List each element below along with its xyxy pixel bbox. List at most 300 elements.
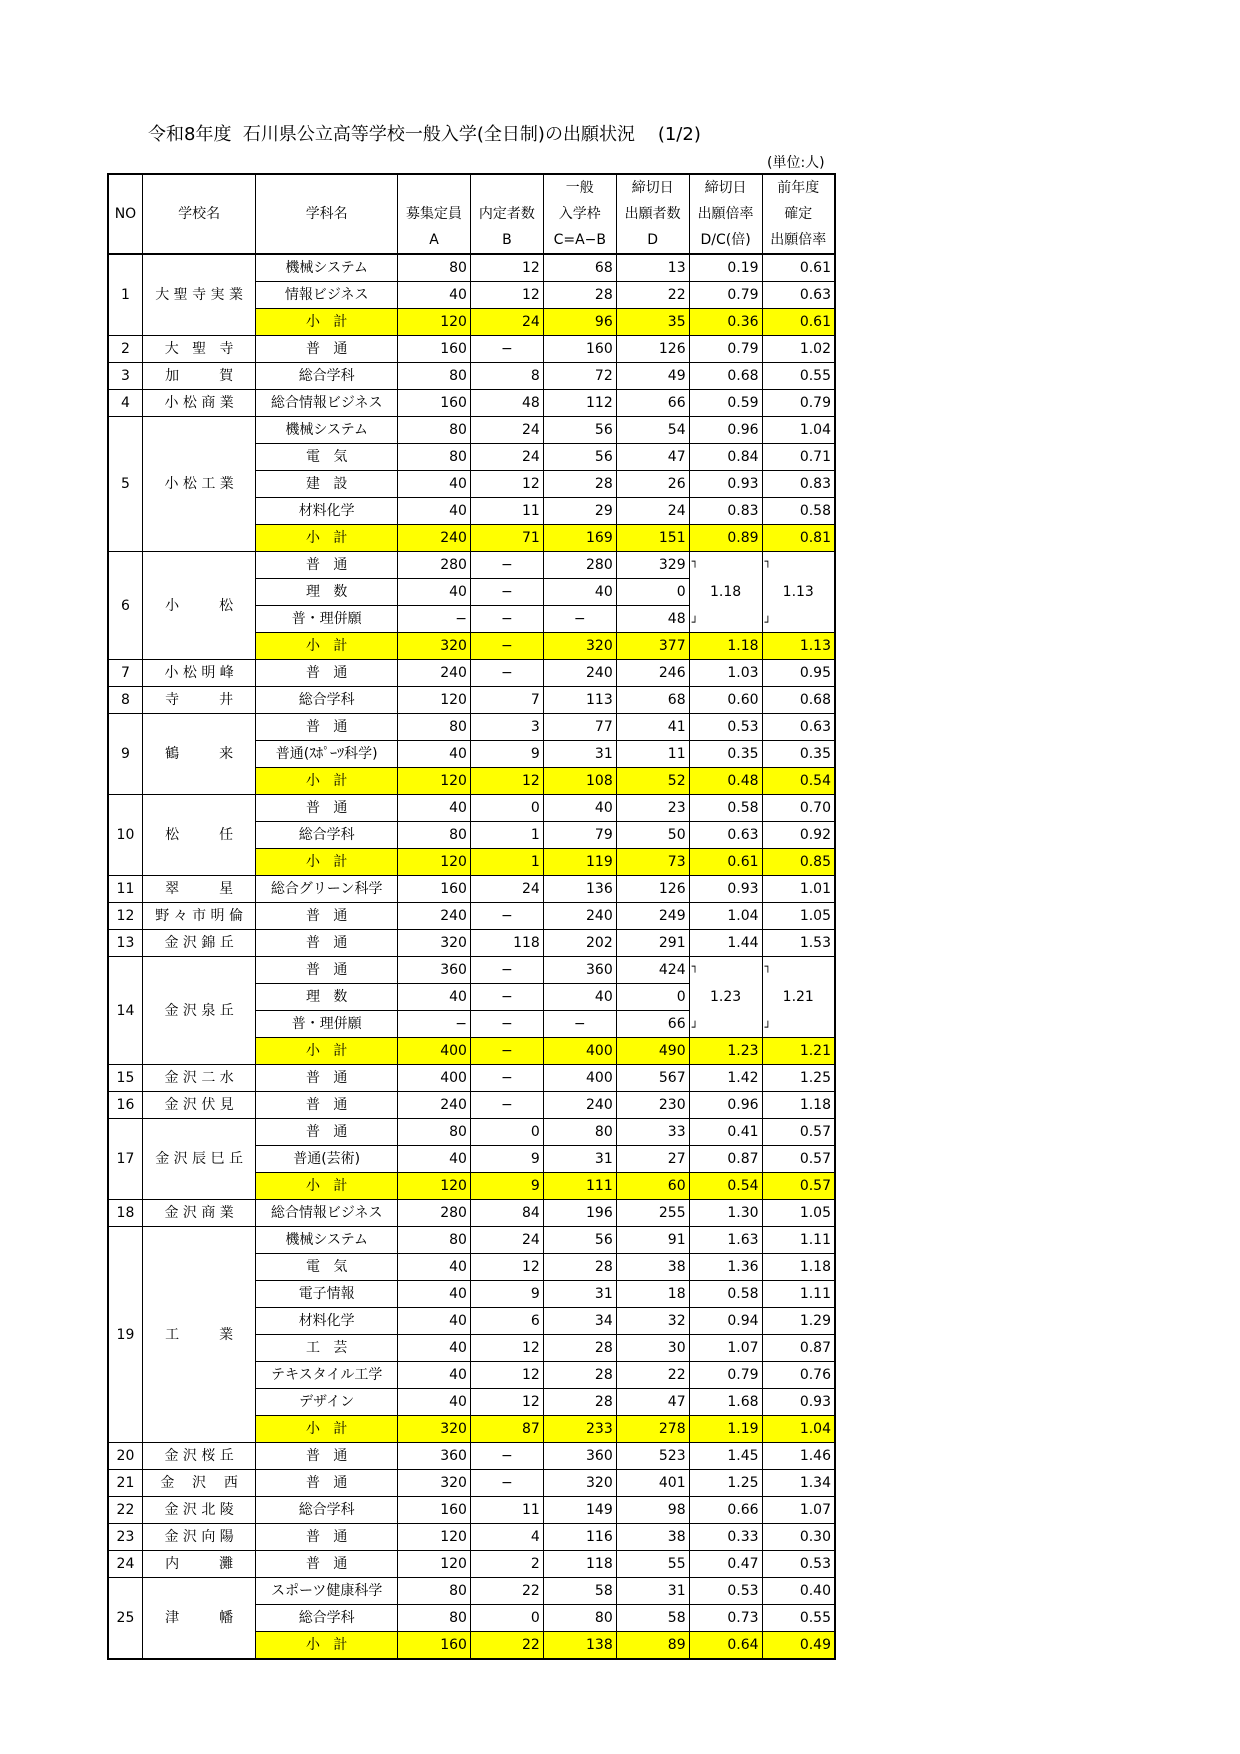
capacity-a: 120: [398, 309, 471, 336]
general-quota-c: 320: [543, 633, 616, 660]
capacity-a: 40: [398, 498, 471, 525]
department-name: 普 通: [256, 660, 398, 687]
internal-b: 9: [470, 1173, 543, 1200]
school-name: 翠 星: [142, 876, 255, 903]
school-name: 小 松: [142, 552, 255, 660]
applicants-d: 66: [616, 1011, 689, 1038]
department-name: 総合グリーン科学: [256, 876, 398, 903]
capacity-a: 240: [398, 1092, 471, 1119]
applicants-d: 22: [616, 1362, 689, 1389]
school-number: 19: [108, 1227, 142, 1443]
bracket-top: ┐: [764, 555, 772, 568]
capacity-a: 120: [398, 1173, 471, 1200]
applicants-d: 13: [616, 254, 689, 282]
header-school: 学校名: [142, 174, 255, 254]
department-name: 電 気: [256, 444, 398, 471]
capacity-a: 120: [398, 687, 471, 714]
general-quota-c: 34: [543, 1308, 616, 1335]
applicants-d: 329: [616, 552, 689, 579]
school-number: 2: [108, 336, 142, 363]
applicants-d: 68: [616, 687, 689, 714]
internal-b: 22: [470, 1578, 543, 1605]
applicants-d: 22: [616, 282, 689, 309]
table-row: [108, 876, 835, 903]
prev-ratio-f: 0.61: [762, 254, 835, 282]
header-a-bot: A: [398, 227, 471, 254]
general-quota-c: 119: [543, 849, 616, 876]
prev-ratio-f-value: 1.21: [782, 989, 814, 1005]
prev-ratio-f: 0.58: [762, 498, 835, 525]
header-d-bot: D: [616, 227, 689, 254]
internal-b: 12: [470, 1362, 543, 1389]
school-number: 13: [108, 930, 142, 957]
prev-ratio-f: 1.46: [762, 1443, 835, 1470]
capacity-a: 240: [398, 525, 471, 552]
applicants-d: 490: [616, 1038, 689, 1065]
capacity-a: 80: [398, 254, 471, 282]
capacity-a: 40: [398, 795, 471, 822]
department-name: 普 通: [256, 930, 398, 957]
ratio-e: 0.36: [689, 309, 762, 336]
general-quota-c: 202: [543, 930, 616, 957]
ratio-e: 1.04: [689, 903, 762, 930]
department-name: 普 通: [256, 1443, 398, 1470]
table-row: [108, 1551, 835, 1578]
internal-b: −: [470, 633, 543, 660]
department-name: 工 芸: [256, 1335, 398, 1362]
ratio-e: 1.03: [689, 660, 762, 687]
internal-b: −: [470, 957, 543, 984]
prev-ratio-f: 1.07: [762, 1497, 835, 1524]
prev-ratio-f: 0.57: [762, 1146, 835, 1173]
school-number: 7: [108, 660, 142, 687]
capacity-a: 40: [398, 1146, 471, 1173]
internal-b: 24: [470, 876, 543, 903]
prev-ratio-f: 1.13: [762, 633, 835, 660]
general-quota-c: 40: [543, 579, 616, 606]
general-quota-c: 360: [543, 1443, 616, 1470]
internal-b: 87: [470, 1416, 543, 1443]
unit-label: (単位:人): [767, 155, 825, 171]
capacity-a: 240: [398, 903, 471, 930]
internal-b: 12: [470, 471, 543, 498]
school-number: 21: [108, 1470, 142, 1497]
applicants-d: 50: [616, 822, 689, 849]
department-name: 建 設: [256, 471, 398, 498]
applicants-d: 11: [616, 741, 689, 768]
capacity-a: 80: [398, 714, 471, 741]
capacity-a: 320: [398, 930, 471, 957]
department-name: 普 通: [256, 714, 398, 741]
table-row: [108, 1578, 835, 1605]
school-number: 16: [108, 1092, 142, 1119]
department-name: 普 通: [256, 795, 398, 822]
header-c-bot: C=A−B: [543, 227, 616, 254]
capacity-a: 80: [398, 444, 471, 471]
school-name: 大 聖 寺 実 業: [142, 254, 255, 336]
general-quota-c: 72: [543, 363, 616, 390]
applicants-d: 31: [616, 1578, 689, 1605]
school-number: 1: [108, 254, 142, 336]
applicants-d: 33: [616, 1119, 689, 1146]
internal-b: 3: [470, 714, 543, 741]
applicants-d: 38: [616, 1524, 689, 1551]
department-name: 小 計: [256, 1173, 398, 1200]
department-name: 普 通: [256, 336, 398, 363]
prev-ratio-f: 0.83: [762, 471, 835, 498]
application-status-table: [107, 173, 836, 1660]
department-name: 電子情報: [256, 1281, 398, 1308]
prev-ratio-f: 0.95: [762, 660, 835, 687]
applicants-d: 35: [616, 309, 689, 336]
internal-b: −: [470, 579, 543, 606]
department-name: 小 計: [256, 1632, 398, 1660]
applicants-d: 49: [616, 363, 689, 390]
school-number: 4: [108, 390, 142, 417]
internal-b: 12: [470, 1254, 543, 1281]
general-quota-c: 400: [543, 1065, 616, 1092]
department-name: 総合情報ビジネス: [256, 390, 398, 417]
general-quota-c: 116: [543, 1524, 616, 1551]
ratio-e-merged: [689, 957, 762, 1038]
internal-b: 0: [470, 795, 543, 822]
school-number: 5: [108, 417, 142, 552]
ratio-e-value: 1.23: [709, 989, 742, 1005]
applicants-d: 47: [616, 1389, 689, 1416]
prev-ratio-f: 1.11: [762, 1227, 835, 1254]
general-quota-c: 28: [543, 282, 616, 309]
department-name: 普 通: [256, 1065, 398, 1092]
prev-ratio-f: 1.11: [762, 1281, 835, 1308]
internal-b: 1: [470, 822, 543, 849]
prev-ratio-f: 0.30: [762, 1524, 835, 1551]
internal-b: −: [470, 1065, 543, 1092]
prev-ratio-f: 1.02: [762, 336, 835, 363]
prev-ratio-f: 0.49: [762, 1632, 835, 1660]
ratio-e: 0.79: [689, 1362, 762, 1389]
applicants-d: 26: [616, 471, 689, 498]
general-quota-c: 68: [543, 254, 616, 282]
applicants-d: 246: [616, 660, 689, 687]
prev-ratio-f: 0.61: [762, 309, 835, 336]
internal-b: 0: [470, 1119, 543, 1146]
general-quota-c: 77: [543, 714, 616, 741]
table-row: [108, 254, 835, 282]
header-c-mid: 入学枠: [543, 201, 616, 227]
ratio-e: 0.19: [689, 254, 762, 282]
department-name: 理 数: [256, 984, 398, 1011]
internal-b: 8: [470, 363, 543, 390]
department-name: テキスタイル工学: [256, 1362, 398, 1389]
department-name: スポーツ健康科学: [256, 1578, 398, 1605]
bracket-bottom: ┘: [691, 616, 699, 629]
applicants-d: 278: [616, 1416, 689, 1443]
ratio-e: 0.58: [689, 1281, 762, 1308]
header-d-top: 締切日: [616, 174, 689, 201]
applicants-d: 24: [616, 498, 689, 525]
department-name: 理 数: [256, 579, 398, 606]
school-name: 松 任: [142, 795, 255, 876]
capacity-a: 40: [398, 984, 471, 1011]
applicants-d: 0: [616, 579, 689, 606]
school-name: 小 松 商 業: [142, 390, 255, 417]
department-name: 情報ビジネス: [256, 282, 398, 309]
ratio-e: 1.30: [689, 1200, 762, 1227]
department-name: 機械システム: [256, 417, 398, 444]
department-name: 普 通: [256, 957, 398, 984]
school-number: 10: [108, 795, 142, 876]
ratio-e: 0.35: [689, 741, 762, 768]
department-name: 普 通: [256, 1092, 398, 1119]
school-number: 22: [108, 1497, 142, 1524]
department-name: デザイン: [256, 1389, 398, 1416]
department-name: 普・理併願: [256, 606, 398, 633]
capacity-a: 80: [398, 1119, 471, 1146]
capacity-a: 40: [398, 1281, 471, 1308]
applicants-d: 54: [616, 417, 689, 444]
ratio-e: 0.59: [689, 390, 762, 417]
school-name: 内 灘: [142, 1551, 255, 1578]
ratio-e: 0.58: [689, 795, 762, 822]
ratio-e: 0.60: [689, 687, 762, 714]
general-quota-c: 28: [543, 1389, 616, 1416]
applicants-d: 151: [616, 525, 689, 552]
prev-ratio-f: 0.57: [762, 1173, 835, 1200]
general-quota-c: 28: [543, 471, 616, 498]
department-name: 普 通: [256, 552, 398, 579]
ratio-e: 0.96: [689, 1092, 762, 1119]
prev-ratio-f: 1.05: [762, 1200, 835, 1227]
prev-ratio-f: 0.54: [762, 768, 835, 795]
applicants-d: 230: [616, 1092, 689, 1119]
ratio-e: 1.42: [689, 1065, 762, 1092]
department-name: 総合学科: [256, 1605, 398, 1632]
general-quota-c: 56: [543, 417, 616, 444]
internal-b: −: [470, 1038, 543, 1065]
applicants-d: 377: [616, 633, 689, 660]
department-name: 小 計: [256, 849, 398, 876]
capacity-a: 240: [398, 660, 471, 687]
general-quota-c: 280: [543, 552, 616, 579]
internal-b: 11: [470, 1497, 543, 1524]
table-row: [108, 795, 835, 822]
ratio-e: 0.79: [689, 336, 762, 363]
general-quota-c: 31: [543, 1146, 616, 1173]
department-name: 普 通: [256, 1551, 398, 1578]
school-number: 3: [108, 363, 142, 390]
ratio-e: 0.68: [689, 363, 762, 390]
capacity-a: 320: [398, 633, 471, 660]
applicants-d: 60: [616, 1173, 689, 1200]
bracket-bottom: ┘: [764, 1021, 772, 1034]
header-c-top: 一般: [543, 174, 616, 201]
capacity-a: 40: [398, 471, 471, 498]
ratio-e: 0.73: [689, 1605, 762, 1632]
school-number: 9: [108, 714, 142, 795]
applicants-d: 255: [616, 1200, 689, 1227]
prev-ratio-f: 0.35: [762, 741, 835, 768]
table-row: [108, 417, 835, 444]
header-e-bot: D/C(倍): [689, 227, 762, 254]
ratio-e-value: 1.18: [709, 584, 742, 600]
internal-b: −: [470, 336, 543, 363]
ratio-e: 0.94: [689, 1308, 762, 1335]
capacity-a: 40: [398, 579, 471, 606]
ratio-e: 0.61: [689, 849, 762, 876]
applicants-d: 567: [616, 1065, 689, 1092]
general-quota-c: 28: [543, 1362, 616, 1389]
prev-ratio-f: 0.55: [762, 363, 835, 390]
table-row: [108, 1200, 835, 1227]
table-row: [108, 903, 835, 930]
internal-b: 24: [470, 417, 543, 444]
ratio-e: 1.44: [689, 930, 762, 957]
department-name: 普通(ｽﾎﾟｰﾂ科学): [256, 741, 398, 768]
capacity-a: 320: [398, 1416, 471, 1443]
internal-b: 24: [470, 444, 543, 471]
internal-b: 71: [470, 525, 543, 552]
page-title: 令和8年度 石川県公立高等学校一般入学(全日制)の出願状況 (1/2): [148, 124, 701, 145]
school-name: 金 沢 泉 丘: [142, 957, 255, 1065]
capacity-a: 160: [398, 876, 471, 903]
general-quota-c: 28: [543, 1335, 616, 1362]
header-e-top: 締切日: [689, 174, 762, 201]
department-name: 機械システム: [256, 1227, 398, 1254]
internal-b: 12: [470, 768, 543, 795]
internal-b: 12: [470, 254, 543, 282]
ratio-e: 0.66: [689, 1497, 762, 1524]
ratio-e: 0.83: [689, 498, 762, 525]
department-name: 総合情報ビジネス: [256, 1200, 398, 1227]
capacity-a: 40: [398, 1362, 471, 1389]
internal-b: −: [470, 984, 543, 1011]
department-name: 総合学科: [256, 363, 398, 390]
general-quota-c: 118: [543, 1551, 616, 1578]
ratio-e: 0.53: [689, 714, 762, 741]
school-number: 8: [108, 687, 142, 714]
capacity-a: 80: [398, 417, 471, 444]
ratio-e: 0.47: [689, 1551, 762, 1578]
header-b-bot: B: [470, 227, 543, 254]
department-name: 普 通: [256, 1119, 398, 1146]
prev-ratio-f: 0.76: [762, 1362, 835, 1389]
general-quota-c: −: [543, 1011, 616, 1038]
ratio-e-merged: [689, 552, 762, 633]
internal-b: 48: [470, 390, 543, 417]
applicants-d: 23: [616, 795, 689, 822]
department-name: 普 通: [256, 1524, 398, 1551]
ratio-e: 0.64: [689, 1632, 762, 1660]
table-row: [108, 1470, 835, 1497]
table-row: [108, 1119, 835, 1146]
school-name: 小 松 工 業: [142, 417, 255, 552]
applicants-d: 30: [616, 1335, 689, 1362]
header-dept: 学科名: [256, 174, 398, 254]
capacity-a: 280: [398, 552, 471, 579]
applicants-d: 291: [616, 930, 689, 957]
applicants-d: 249: [616, 903, 689, 930]
capacity-a: 160: [398, 1632, 471, 1660]
applicants-d: 18: [616, 1281, 689, 1308]
ratio-e: 0.93: [689, 876, 762, 903]
school-name: 金 沢 二 水: [142, 1065, 255, 1092]
internal-b: 9: [470, 1146, 543, 1173]
general-quota-c: 320: [543, 1470, 616, 1497]
prev-ratio-f: 1.01: [762, 876, 835, 903]
ratio-e: 0.33: [689, 1524, 762, 1551]
bracket-bottom: ┘: [764, 616, 772, 629]
prev-ratio-f: 0.92: [762, 822, 835, 849]
general-quota-c: 31: [543, 741, 616, 768]
general-quota-c: 149: [543, 1497, 616, 1524]
ratio-e: 0.84: [689, 444, 762, 471]
school-name: 金 沢 桜 丘: [142, 1443, 255, 1470]
capacity-a: 80: [398, 822, 471, 849]
table-row: [108, 1443, 835, 1470]
school-number: 23: [108, 1524, 142, 1551]
school-name: 金 沢 商 業: [142, 1200, 255, 1227]
applicants-d: 73: [616, 849, 689, 876]
prev-ratio-f-value: 1.13: [782, 584, 814, 600]
department-name: 総合学科: [256, 687, 398, 714]
school-name: 加 賀: [142, 363, 255, 390]
general-quota-c: 240: [543, 903, 616, 930]
internal-b: 11: [470, 498, 543, 525]
school-number: 17: [108, 1119, 142, 1200]
table-row: [108, 1497, 835, 1524]
bracket-top: ┐: [764, 960, 772, 973]
internal-b: 24: [470, 1227, 543, 1254]
applicants-d: 41: [616, 714, 689, 741]
applicants-d: 126: [616, 876, 689, 903]
table-row: [108, 390, 835, 417]
department-name: 材料化学: [256, 498, 398, 525]
capacity-a: 80: [398, 1578, 471, 1605]
table-body: [108, 254, 835, 1659]
header-f-bot: 出願倍率: [762, 227, 835, 254]
general-quota-c: −: [543, 606, 616, 633]
prev-ratio-f: 0.63: [762, 282, 835, 309]
bracket-top: ┐: [691, 960, 699, 973]
school-number: 25: [108, 1578, 142, 1660]
table-row: [108, 1092, 835, 1119]
general-quota-c: 56: [543, 444, 616, 471]
capacity-a: −: [398, 606, 471, 633]
school-name: 野 々 市 明 倫: [142, 903, 255, 930]
school-number: 12: [108, 903, 142, 930]
capacity-a: 280: [398, 1200, 471, 1227]
general-quota-c: 400: [543, 1038, 616, 1065]
school-number: 20: [108, 1443, 142, 1470]
department-name: 小 計: [256, 768, 398, 795]
internal-b: −: [470, 660, 543, 687]
capacity-a: 120: [398, 1551, 471, 1578]
header-no: NO: [108, 174, 142, 254]
general-quota-c: 56: [543, 1227, 616, 1254]
general-quota-c: 138: [543, 1632, 616, 1660]
prev-ratio-f-merged: [762, 957, 835, 1038]
prev-ratio-f: 0.87: [762, 1335, 835, 1362]
internal-b: 9: [470, 1281, 543, 1308]
ratio-e: 1.18: [689, 633, 762, 660]
school-name: 津 幡: [142, 1578, 255, 1660]
prev-ratio-f: 0.70: [762, 795, 835, 822]
prev-ratio-f: 0.57: [762, 1119, 835, 1146]
school-name: 金 沢 西: [142, 1470, 255, 1497]
applicants-d: 27: [616, 1146, 689, 1173]
applicants-d: 47: [616, 444, 689, 471]
table-row: [108, 957, 835, 984]
